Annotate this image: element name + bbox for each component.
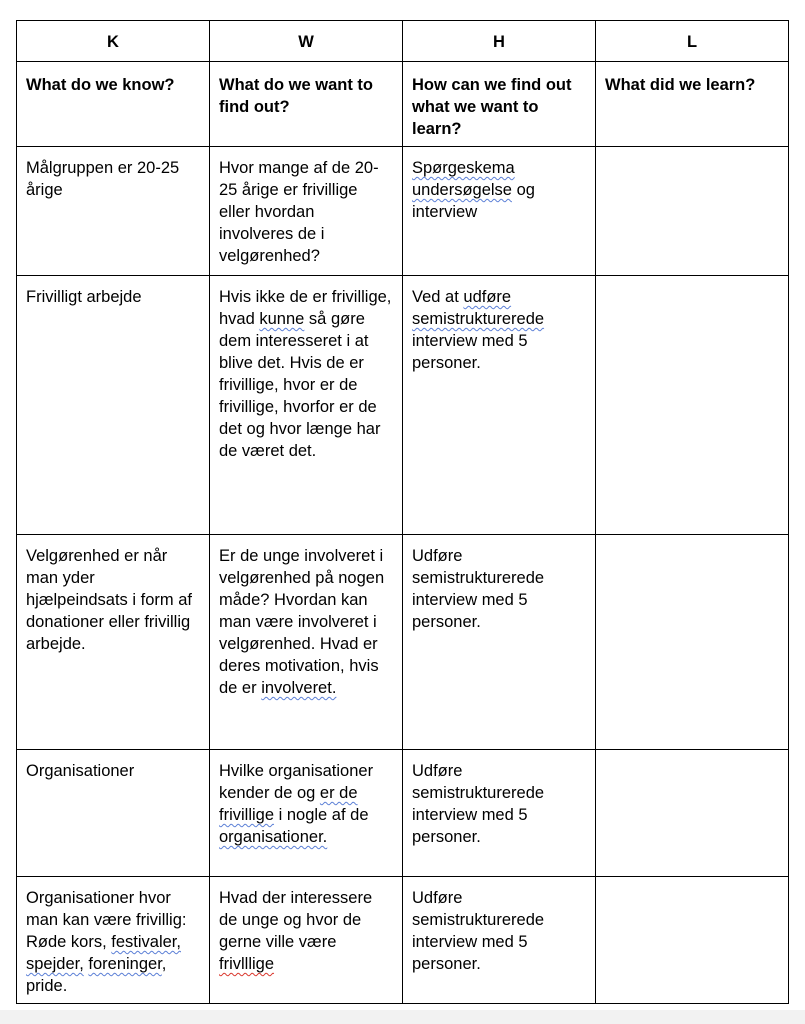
cell-how: Udføre semistrukturerede interview med 5 personer.	[403, 750, 596, 877]
cell-learned	[596, 750, 789, 877]
question-how: How can we find out what we want to learn?	[403, 62, 596, 147]
cell-how: Spørgeskema undersøgelse og interview	[403, 147, 596, 276]
question-know: What do we know?	[17, 62, 210, 147]
table-row	[17, 147, 789, 276]
table-row	[17, 877, 789, 1004]
cell-know: Velgørenhed er når man yder hjælpeindsats i form af donationer eller frivillig arbejde.	[17, 535, 210, 750]
question-learned: What did we learn?	[596, 62, 789, 147]
cell-how: Udføre semistrukturerede interview med 5 personer.	[403, 877, 596, 1004]
header-letter-row	[17, 21, 789, 62]
table-row	[17, 535, 789, 750]
cell-want: Hvad der interessere de unge og hvor de gerne ville være frivlllige	[210, 877, 403, 1004]
cell-learned	[596, 147, 789, 276]
cell-learned	[596, 535, 789, 750]
cell-learned	[596, 276, 789, 535]
cell-know: Organisationer hvor man kan være frivillig: Røde kors, festivaler, spejder, foreninger, pride.	[17, 877, 210, 1004]
cell-know: Frivilligt arbejde	[17, 276, 210, 535]
cell-learned	[596, 877, 789, 1004]
cell-want: Hvis ikke de er frivillige, hvad kunne så gøre dem interesseret i at blive det. Hvis de er frivillige, hvor er de frivillige, hvorfor er de det og hvor længe har de været det.	[210, 276, 403, 535]
cell-want: Hvor mange af de 20-25 årige er frivillige eller hvordan involveres de i velgørenhed?	[210, 147, 403, 276]
header-h: H	[403, 21, 596, 62]
cell-want: Hvilke organisationer kender de og er de frivillige i nogle af de organisationer.	[210, 750, 403, 877]
header-k: K	[17, 21, 210, 62]
window-bottom-strip	[0, 1010, 805, 1024]
cell-know: Organisationer	[17, 750, 210, 877]
cell-know: Målgruppen er 20-25 årige	[17, 147, 210, 276]
cell-want: Er de unge involveret i velgørenhed på nogen måde? Hvordan kan man være involveret i velgørenhed. Hvad er deres motivation, hvis de er involveret.	[210, 535, 403, 750]
table-row	[17, 276, 789, 535]
question-want: What do we want to find out?	[210, 62, 403, 147]
header-w: W	[210, 21, 403, 62]
header-question-row	[17, 62, 789, 147]
cell-how: Udføre semistrukturerede interview med 5 personer.	[403, 535, 596, 750]
table-row	[17, 750, 789, 877]
header-l: L	[596, 21, 789, 62]
kwhl-table	[16, 20, 789, 1004]
cell-how: Ved at udføre semistrukturerede interview med 5 personer.	[403, 276, 596, 535]
